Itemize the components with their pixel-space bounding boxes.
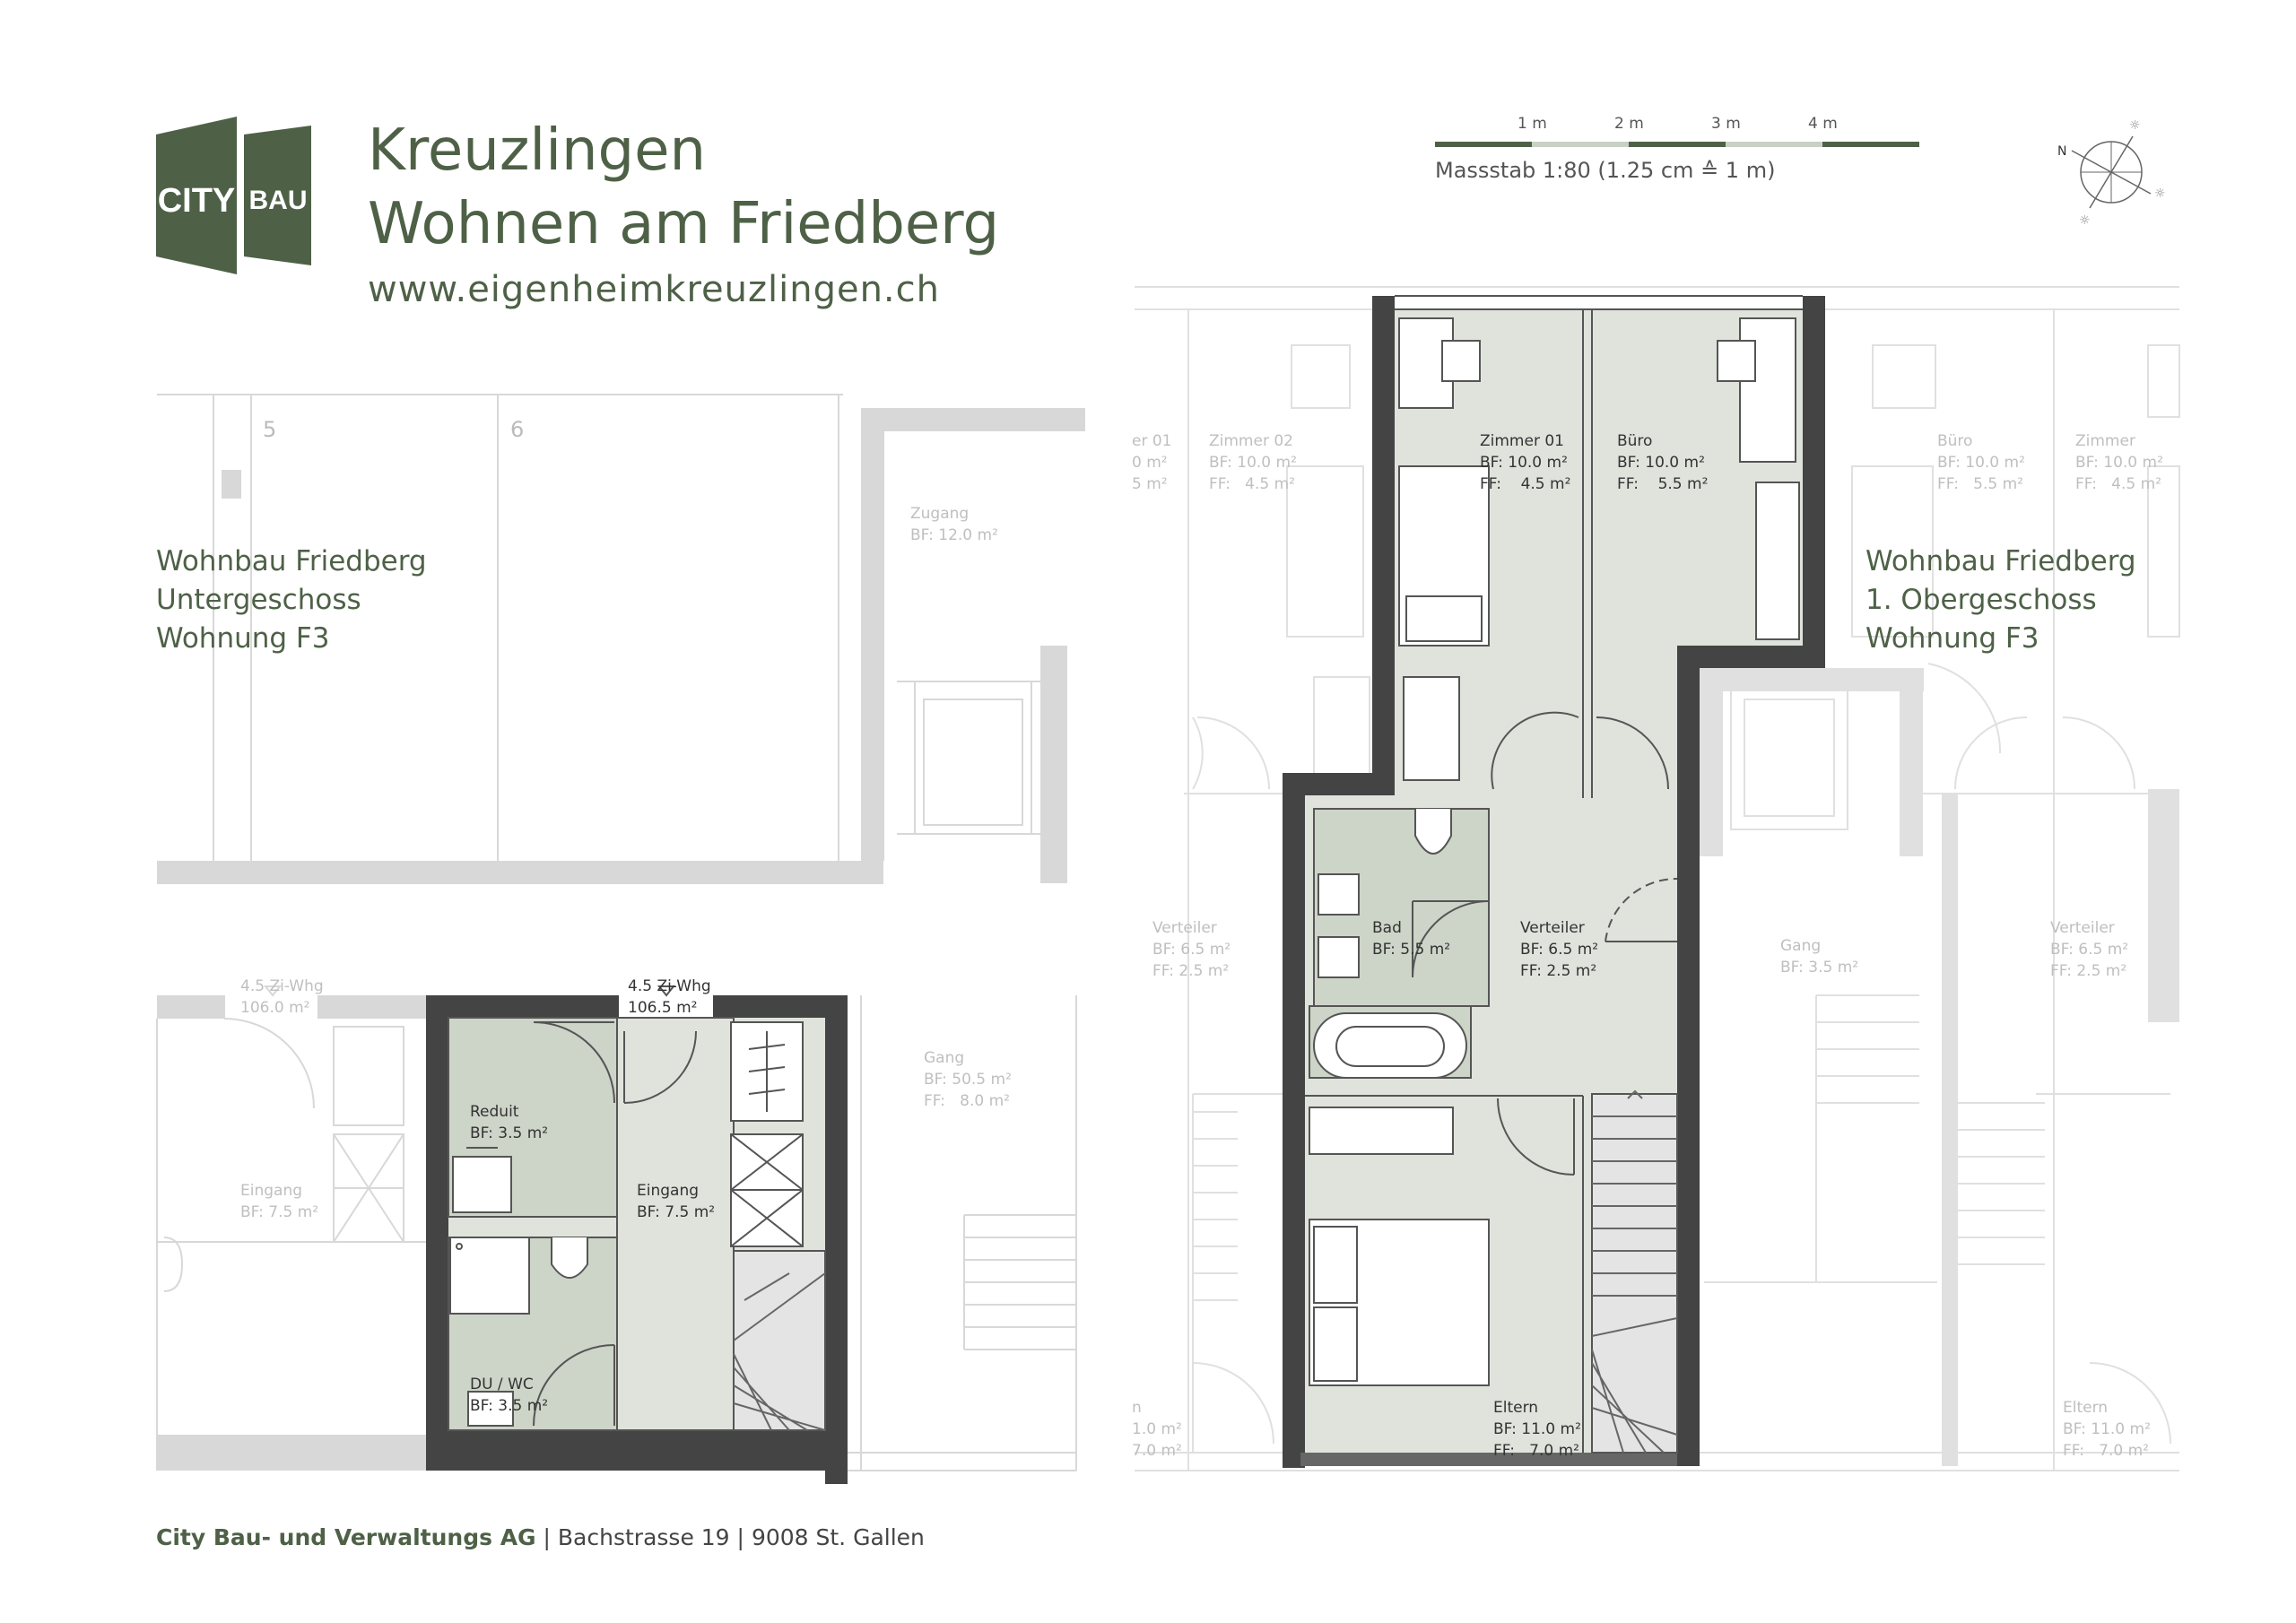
ghost-eingang: Eingang BF: 7.5 m² xyxy=(240,1182,319,1221)
logo-bau-text: BAU xyxy=(248,186,308,215)
scale-tick-1: 1 m xyxy=(1518,115,1547,133)
scale-tick-4: 4 m xyxy=(1808,115,1838,133)
footer-address: Bachstrasse 19 xyxy=(557,1524,730,1550)
section-label-untergeschoss: Wohnbau Friedberg Untergeschoss Wohnung F3 xyxy=(156,545,427,655)
ghost-eltern-right: Eltern BF: 11.0 m² FF: 7.0 m² xyxy=(2063,1399,2151,1460)
room-eltern: Eltern BF: 11.0 m² FF: 7.0 m² xyxy=(1493,1399,1581,1460)
scale-caption: Massstab 1:80 (1.25 cm ≙ 1 m) xyxy=(1435,158,1776,183)
svg-text:☼: ☼ xyxy=(2129,118,2141,133)
footer xyxy=(156,1524,925,1550)
ghost-zimmer-right: Zimmer BF: 10.0 m² FF: 4.5 m² xyxy=(2075,432,2163,493)
website-url[interactable]: www.eigenheimkreuzlingen.ch xyxy=(368,269,940,310)
title-line-1: Kreuzlingen xyxy=(368,117,707,184)
logo-city-text: CITY xyxy=(157,182,236,220)
scale-tick-3: 3 m xyxy=(1711,115,1741,133)
ghost-gang: Gang BF: 50.5 m² FF: 8.0 m² xyxy=(924,1049,1012,1110)
ghost-eltern-left: n 1.0 m² 7.0 m² xyxy=(1132,1399,1182,1460)
title-line-2: Wohnen am Friedberg xyxy=(368,191,1000,257)
room-zimmer-01: Zimmer 01 BF: 10.0 m² FF: 4.5 m² xyxy=(1480,432,1571,493)
footer-separator-2: | xyxy=(736,1524,744,1550)
svg-text:☼: ☼ xyxy=(2079,213,2091,228)
room-buero: Büro BF: 10.0 m² FF: 5.5 m² xyxy=(1617,432,1709,493)
footer-company: City Bau- und Verwaltungs AG xyxy=(156,1524,536,1550)
ghost-gang: Gang BF: 3.5 m² xyxy=(1780,937,1859,976)
room-verteiler: Verteiler BF: 6.5 m² FF: 2.5 m² xyxy=(1520,919,1599,980)
floor-plan-obergeschoss xyxy=(1130,0,2296,1524)
footer-city: 9008 St. Gallen xyxy=(751,1524,925,1550)
ghost-verteiler-left: Verteiler BF: 6.5 m² FF: 2.5 m² xyxy=(1152,919,1231,980)
scale-tick-2: 2 m xyxy=(1614,115,1644,133)
room-du-wc: DU / WC BF: 3.5 m² xyxy=(470,1376,549,1415)
section-label-obergeschoss: Wohnbau Friedberg 1. Obergeschoss Wohnung F3 xyxy=(1866,545,2136,655)
svg-text:☼: ☼ xyxy=(2154,187,2166,201)
floor-plan-untergeschoss xyxy=(0,0,1130,1524)
ghost-unit-label: 4.5 Zi-Whg 106.0 m² xyxy=(240,977,324,1017)
ghost-zimmer02: Zimmer 02 BF: 10.0 m² FF: 4.5 m² xyxy=(1209,432,1297,493)
unit-number-5: 5 xyxy=(263,417,277,442)
unit-label-f3: 4.5 Zi-Whg 106.5 m² xyxy=(628,977,711,1017)
room-reduit: Reduit BF: 3.5 m² xyxy=(470,1103,549,1142)
room-bad: Bad BF: 5.5 m² xyxy=(1372,919,1451,959)
ghost-zugang: Zugang BF: 12.0 m² xyxy=(910,505,998,544)
ghost-buero-right: Büro BF: 10.0 m² FF: 5.5 m² xyxy=(1937,432,2025,493)
ghost-zimmer01-left: er 01 0 m² 5 m² xyxy=(1132,432,1172,493)
unit-number-6: 6 xyxy=(510,417,525,442)
ghost-verteiler-right: Verteiler BF: 6.5 m² FF: 2.5 m² xyxy=(2050,919,2129,980)
footer-separator-1: | xyxy=(543,1524,551,1550)
room-eingang: Eingang BF: 7.5 m² xyxy=(637,1182,716,1221)
north-label: N xyxy=(2057,144,2067,159)
